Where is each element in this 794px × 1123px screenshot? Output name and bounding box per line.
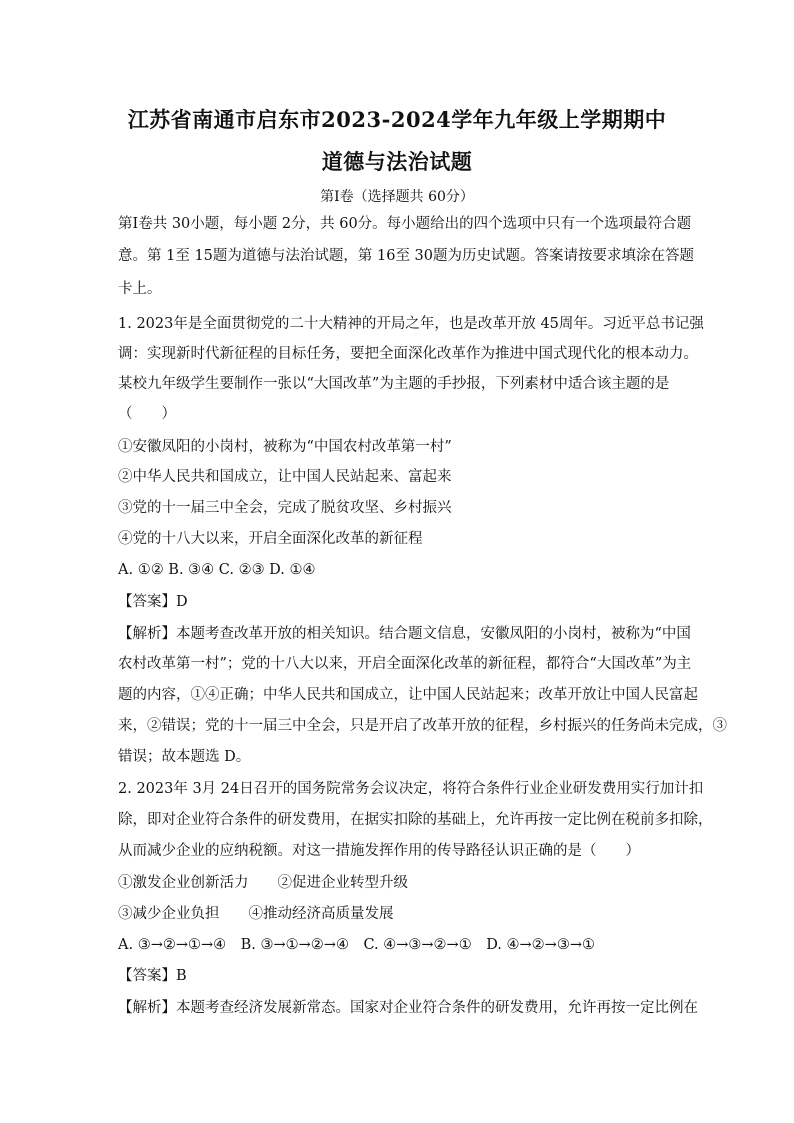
q1-option: ④党的十八大以来，开启全面深化改革的新征程 <box>118 531 423 547</box>
q2-analysis-line: 【解析】本题考查经济发展新常态。国家对企业符合条件的研发费用，允许再按一定比例在 <box>118 1000 698 1016</box>
intro-line: 卡上。 <box>118 281 162 297</box>
q2-stem-line: 除，即对企业符合条件的研发费用，在据实扣除的基础上，允许再按一定比例在税前多扣除， <box>118 812 713 828</box>
q1-option: ②中华人民共和国成立，让中国人民站起来、富起来 <box>118 469 452 485</box>
q1-analysis-line: 题的内容，①④正确；中华人民共和国成立，让中国人民站起来；改革开放让中国人民富起 <box>118 687 698 703</box>
q1-analysis-line: 【解析】本题考查改革开放的相关知识。结合题文信息，安徽凤阳的小岗村，被称为“中国 <box>118 626 691 642</box>
q2-stem-line: 2. 2023年 3月 24日召开的国务院常务会议决定，将符合条件行业企业研发费用实行加计扣 <box>118 781 704 797</box>
q1-answer: 【答案】D <box>118 594 188 610</box>
q2-option: ①激发企业创新活力 ②促进企业转型升级 <box>118 875 408 891</box>
q1-analysis-line: 农村改革第一村”；党的十八大以来，开启全面深化改革的新征程，都符合“大国改革”为主 <box>118 656 692 672</box>
q1-stem-line: 调：实现新时代新征程的目标任务，要把全面深化改革作为推进中国式现代化的根本动力。 <box>118 346 698 362</box>
section-title: 第Ⅰ卷（选择题共 60分） <box>320 189 474 205</box>
q1-analysis-line: 错误；故本题选 D。 <box>118 749 251 765</box>
q1-analysis-line: 来，②错误；党的十一届三中全会，只是开启了改革开放的征程，乡村振兴的任务尚未完成，③ <box>118 718 727 734</box>
q1-stem-line: 某校九年级学生要制作一张以“大国改革”为主题的手抄报，下列素材中适合该主题的是 <box>118 376 670 392</box>
q2-answer: 【答案】B <box>118 968 187 984</box>
q2-option: ③减少企业负担 ④推动经济高质量发展 <box>118 906 394 922</box>
q1-option: ①安徽凤阳的小岗村，被称为“中国农村改革第一村” <box>118 439 452 455</box>
document-title: 江苏省南通市启东市2023-2024学年九年级上学期期中 <box>127 107 667 132</box>
intro-line: 意。第 1至 15题为道德与法治试题，第 16至 30题为历史试题。答案请按要求填涂在答题 <box>118 248 695 264</box>
q2-choices: A. ③→②→①→④ B. ③→①→②→④ C. ④→③→②→① D. ④→②→③→① <box>118 937 595 953</box>
q1-option: ③党的十一届三中全会，完成了脱贫攻坚、乡村振兴 <box>118 500 452 516</box>
q1-stem-line: （ ） <box>118 406 176 422</box>
intro-line: 第Ⅰ卷共 30小题，每小题 2分，共 60分。每小题给出的四个选项中只有一个选项最符合题 <box>118 216 692 232</box>
q1-stem-line: 1. 2023年是全面贯彻党的二十大精神的开局之年，也是改革开放 45周年。习近平总书记强 <box>118 316 704 332</box>
q2-stem-line: 从而减少企业的应纳税额。对这一措施发挥作用的传导路径认识正确的是（ ） <box>118 843 640 859</box>
q1-choices: A. ①② B. ③④ C. ②③ D. ①④ <box>118 562 316 578</box>
document-subject: 道德与法治试题 <box>321 149 473 174</box>
